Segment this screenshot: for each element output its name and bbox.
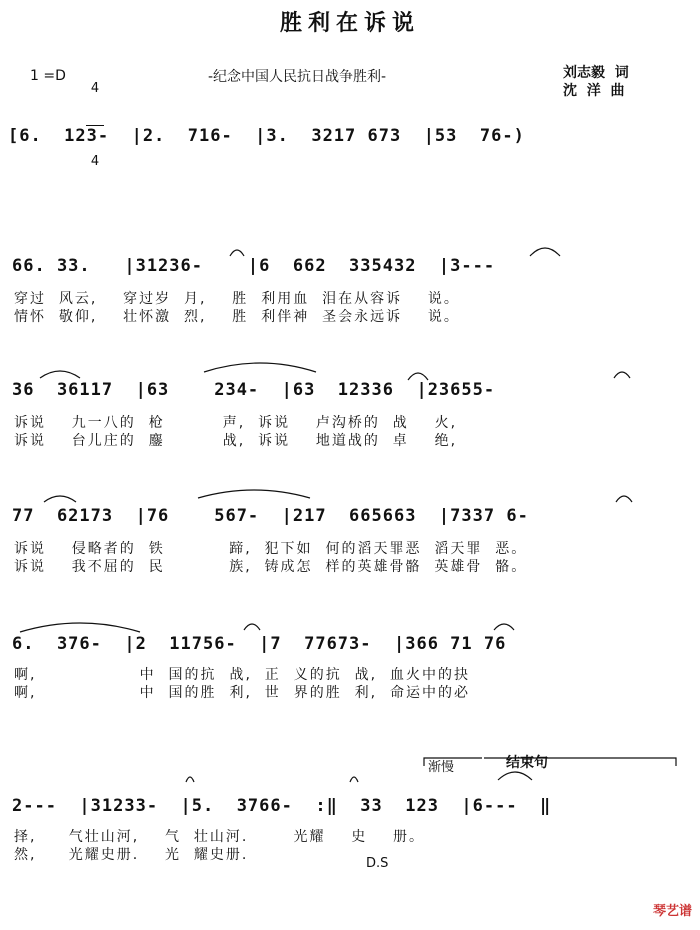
slur: [244, 624, 260, 630]
notation-line-4: 77 62173 |76 567- |217 665663 |7337 6-: [12, 506, 529, 526]
lyric-line-5-verse-1: 啊, 中 国的抗 战, 正 义的抗 战, 血火中的抉: [14, 667, 470, 683]
lyricist-credit: 刘志毅 词: [563, 65, 629, 81]
song-subtitle: -纪念中国人民抗日战争胜利-: [208, 69, 387, 85]
song-title: 胜利在诉说: [279, 11, 420, 36]
notation-line-5: 6. 376- |2 11756- |7 77673- |366 71 76: [12, 634, 507, 654]
slur: [616, 496, 632, 502]
slur: [204, 363, 316, 372]
slur: [614, 372, 630, 378]
lyric-line-4-verse-2: 诉说 我不屈的 民 族, 铸成怎 样的英雄骨骼 英雄骨 骼。: [14, 559, 528, 575]
notation-line-1: [6. 123- |2. 716- |3. 3217 673 |53 76-): [8, 126, 525, 146]
slur: [198, 490, 310, 498]
ending-bracket: [424, 758, 482, 766]
lyric-line-2-verse-2: 情怀 敬仰, 壮怀激 烈, 胜 利伴神 圣会永远诉 说。: [14, 309, 460, 325]
time-signature-top: 4: [90, 81, 100, 96]
lyric-line-6-verse-1: 择, 气壮山河, 气 壮山河. 光耀 史 册。: [14, 829, 426, 845]
slur: [44, 496, 76, 502]
slur: [230, 250, 244, 256]
slur: [350, 777, 358, 782]
slur: [408, 373, 428, 380]
time-signature-bottom: 4: [90, 154, 100, 169]
lyric-line-5-verse-2: 啊, 中 国的胜 利, 世 界的胜 利, 命运中的必: [14, 685, 470, 701]
composer-credit: 沈 洋 曲: [563, 83, 625, 99]
slur: [494, 624, 514, 630]
watermark-logo: 琴艺谱: [652, 904, 692, 919]
dal-segno-marker: D.S: [366, 856, 389, 871]
slur: [40, 371, 80, 378]
lyric-line-2-verse-1: 穿过 风云, 穿过岁 月, 胜 利用血 泪在从容诉 说。: [14, 291, 460, 307]
lyric-line-6-verse-2: 然, 光耀史册. 光 耀史册.: [14, 847, 294, 863]
ending-phrase-marker: 结束句: [506, 755, 548, 771]
lyric-line-3-verse-2: 诉说 台儿庄的 鏖 战, 诉说 地道战的 卓 绝,: [14, 433, 458, 449]
lyric-line-3-verse-1: 诉说 九一八的 枪 声, 诉说 卢沟桥的 战 火,: [14, 415, 458, 431]
notation-line-3: 36 36117 |63 234- |63 12336 |23655-: [12, 380, 496, 400]
notation-line-2: 66. 33. |31236- |6 662 335432 |3---: [12, 256, 496, 276]
slur: [498, 772, 532, 780]
ritard-marker: 渐慢: [428, 760, 455, 775]
slur: [20, 623, 140, 632]
slur: [186, 777, 194, 782]
notation-line-6: 2--- |31233- |5. 3766- :‖ 33 123 |6--- ‖: [12, 796, 552, 816]
ending-bracket: [484, 758, 676, 766]
lyric-line-4-verse-1: 诉说 侵略者的 铁 蹄, 犯下如 何的滔天罪恶 滔天罪 恶。: [14, 541, 528, 557]
slur: [530, 248, 560, 256]
key-signature: 1 =D: [30, 68, 66, 84]
